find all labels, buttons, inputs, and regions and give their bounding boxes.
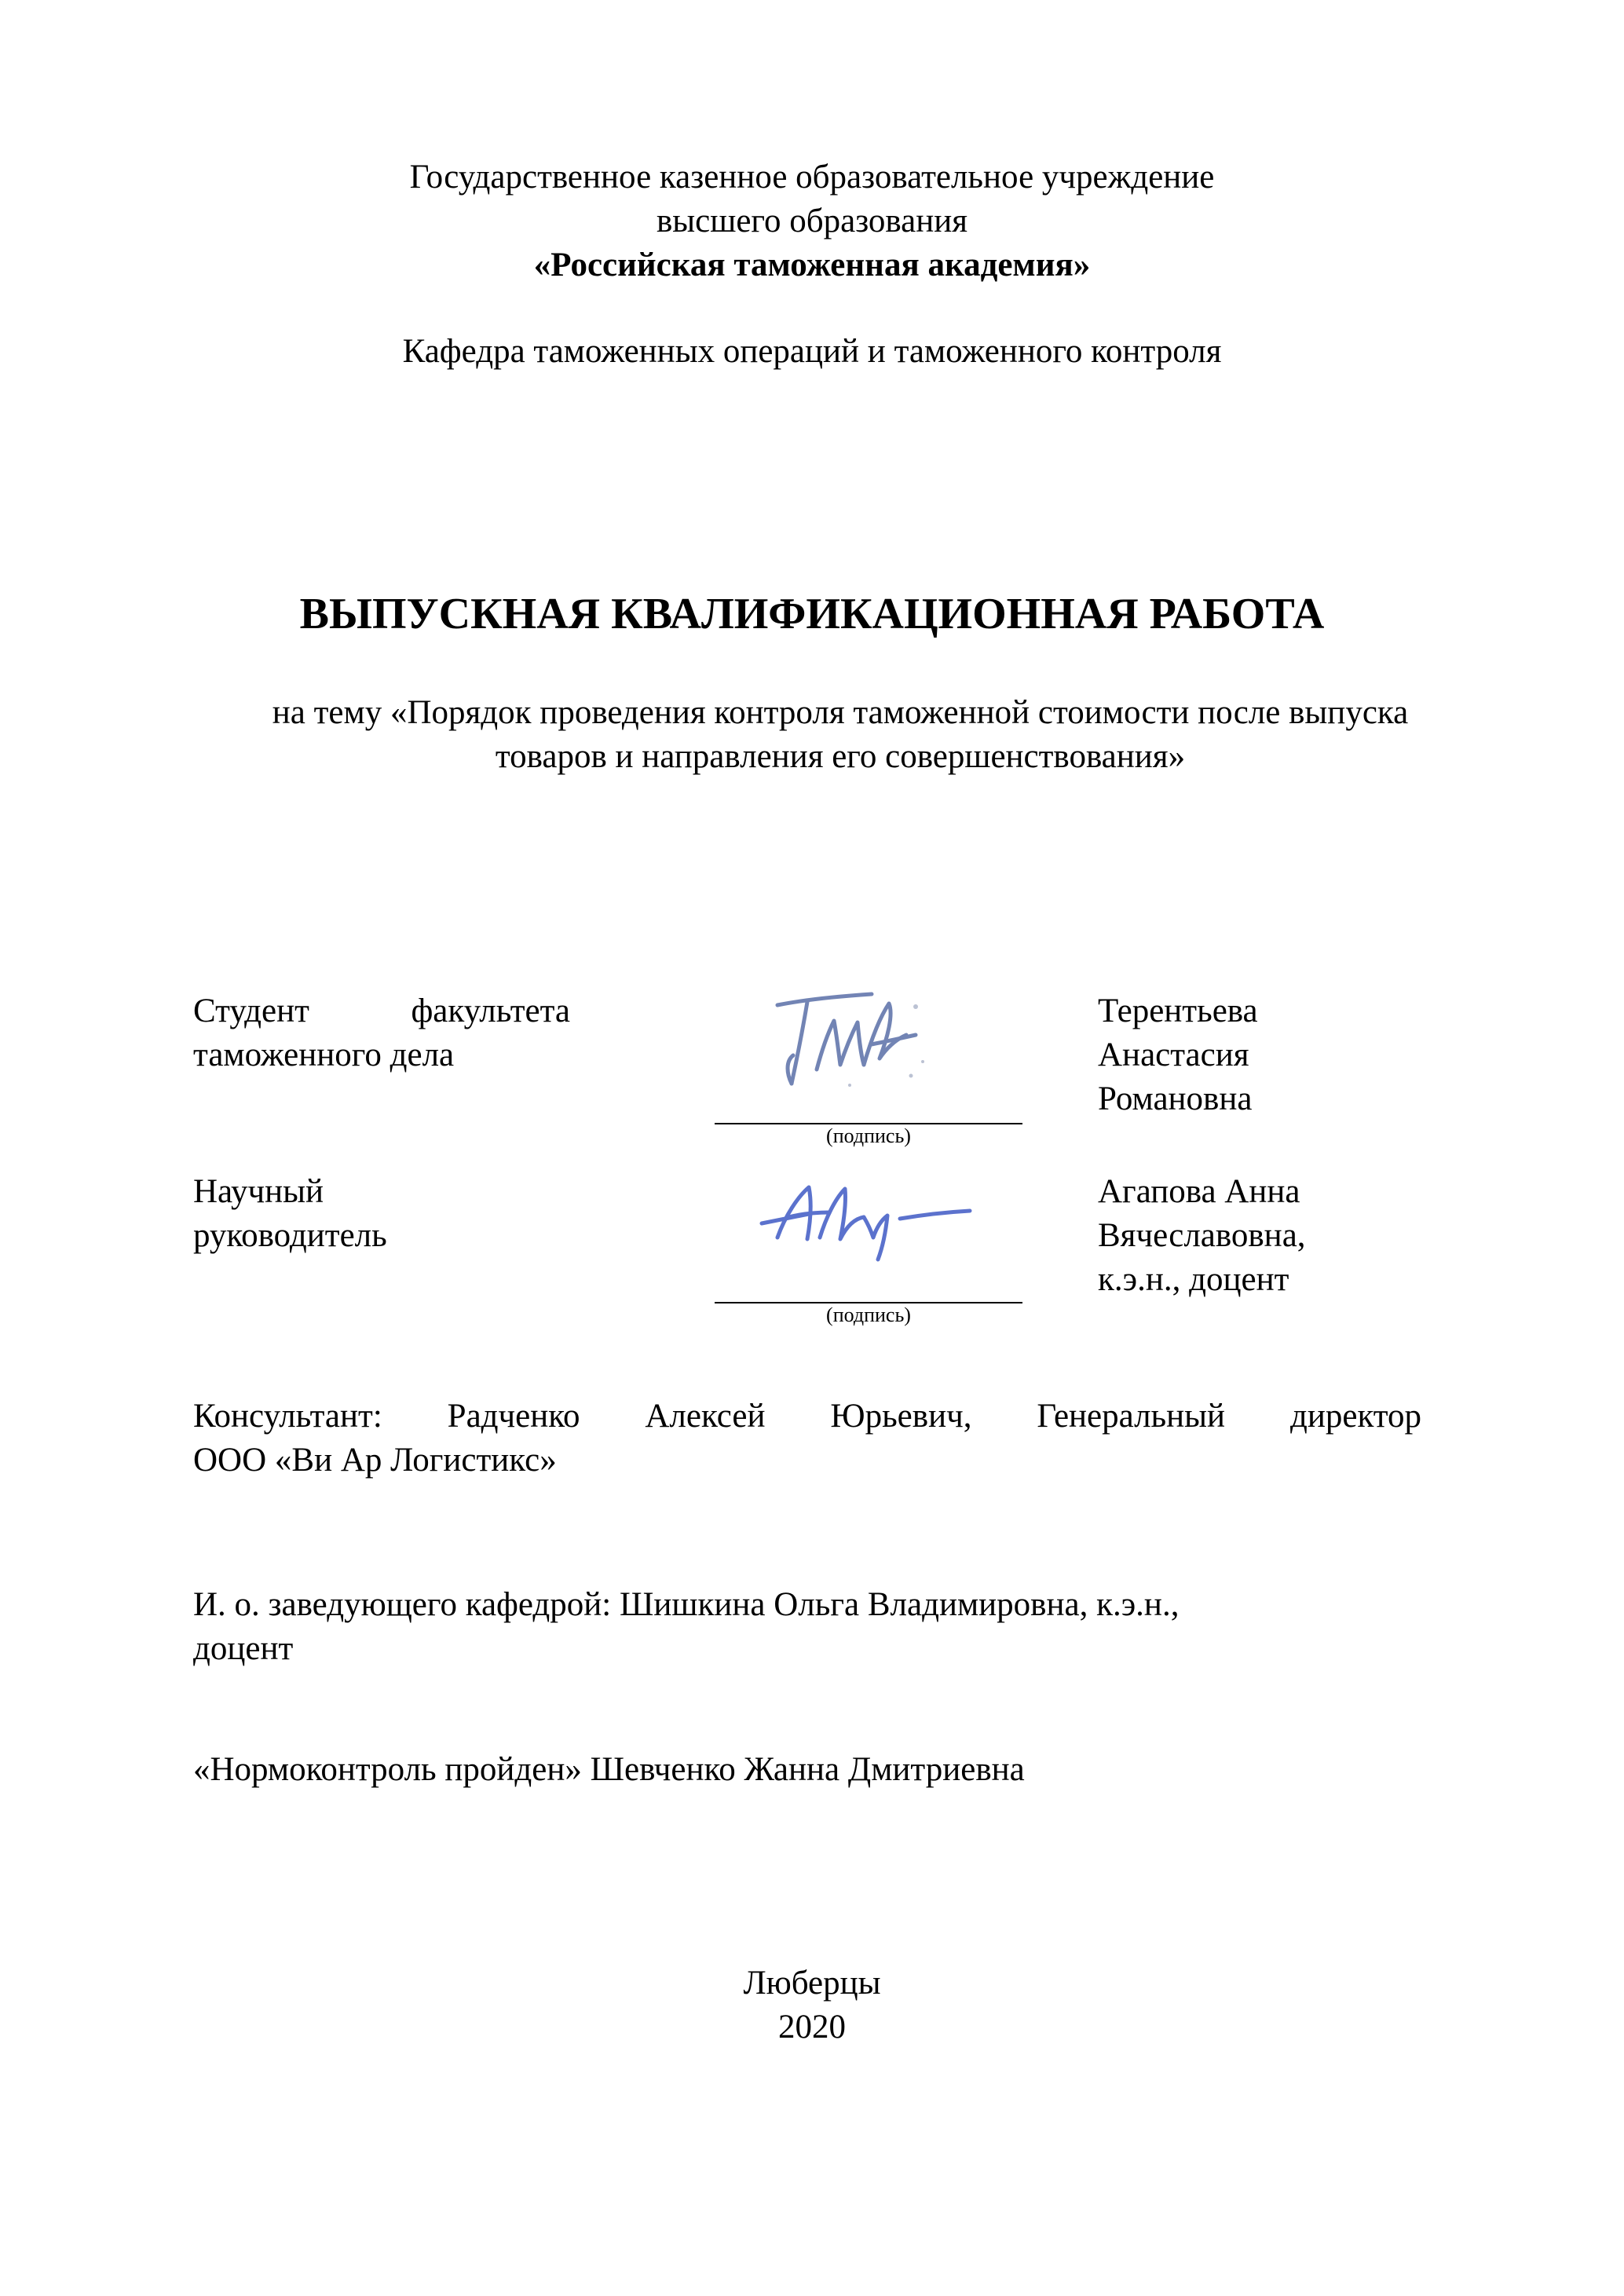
advisor-signature-image [754, 1168, 982, 1263]
year: 2020 [778, 2009, 846, 2046]
consultant-word: Радченко [447, 1398, 580, 1435]
advisor-label [193, 1170, 570, 1258]
head-of-department [193, 1583, 1421, 1671]
advisor-signature-caption: (подпись) [826, 1303, 911, 1326]
advisor-label-line-2: руководитель [193, 1217, 387, 1254]
consultant-word: Алексей [645, 1398, 766, 1435]
student-label-word-2: факультета [411, 993, 570, 1029]
institution-line-2: высшего образования [656, 203, 968, 239]
head-line-1: И. о. заведующего кафедрой: Шишкина Ольга Владимировна, к.э.н., [193, 1586, 1180, 1623]
student-signature-image [762, 983, 935, 1101]
student-label [193, 989, 570, 1077]
work-type-title: ВЫПУСКНАЯ КВАЛИФИКАЦИОННАЯ РАБОТА [299, 590, 1325, 638]
student-name [1098, 989, 1428, 1121]
department-name: Кафедра таможенных операций и таможенного контроля [402, 333, 1222, 370]
consultant-line-2: ООО «Ви Ар Логистикс» [193, 1442, 557, 1479]
advisor-name-line-2: Вячеславовна, [1098, 1217, 1306, 1254]
theme-line-2: товаров и направления его совершенствования» [495, 738, 1186, 775]
academy-name: «Российская таможенная академия» [533, 247, 1091, 283]
student-surname: Терентьева [1098, 993, 1258, 1029]
advisor-label-line-1: Научный [193, 1173, 324, 1210]
student-label-word-1: Студент [193, 993, 309, 1029]
theme-line-1: на тему «Порядок проведения контроля таможенной стоимости после выпуска [272, 694, 1409, 731]
student-signature-caption: (подпись) [826, 1124, 911, 1147]
institution-header [0, 155, 1624, 287]
advisor-degree: к.э.н., доцент [1098, 1261, 1289, 1298]
consultant-word: директор [1289, 1398, 1421, 1435]
consultant-word: Генеральный [1037, 1398, 1226, 1435]
thesis-theme [188, 691, 1492, 779]
student-patronymic: Романовна [1098, 1080, 1253, 1117]
head-line-2: доцент [193, 1630, 294, 1667]
student-first-name: Анастасия [1098, 1036, 1249, 1073]
city: Люберцы [743, 1965, 881, 2002]
advisor-name [1098, 1170, 1428, 1302]
footer [0, 1961, 1624, 2049]
consultant-line-1 [193, 1395, 1421, 1439]
consultant-info [193, 1395, 1421, 1483]
advisor-name-line-1: Агапова Анна [1098, 1173, 1300, 1210]
consultant-word: Юрьевич, [830, 1398, 972, 1435]
consultant-word: Консультант: [193, 1398, 382, 1435]
institution-line-1: Государственное казенное образовательное учреждение [409, 159, 1215, 196]
student-label-line-2: таможенного дела [193, 1036, 455, 1073]
normcontrol-note: «Нормоконтроль пройден» Шевченко Жанна Дмитриевна [193, 1751, 1025, 1788]
